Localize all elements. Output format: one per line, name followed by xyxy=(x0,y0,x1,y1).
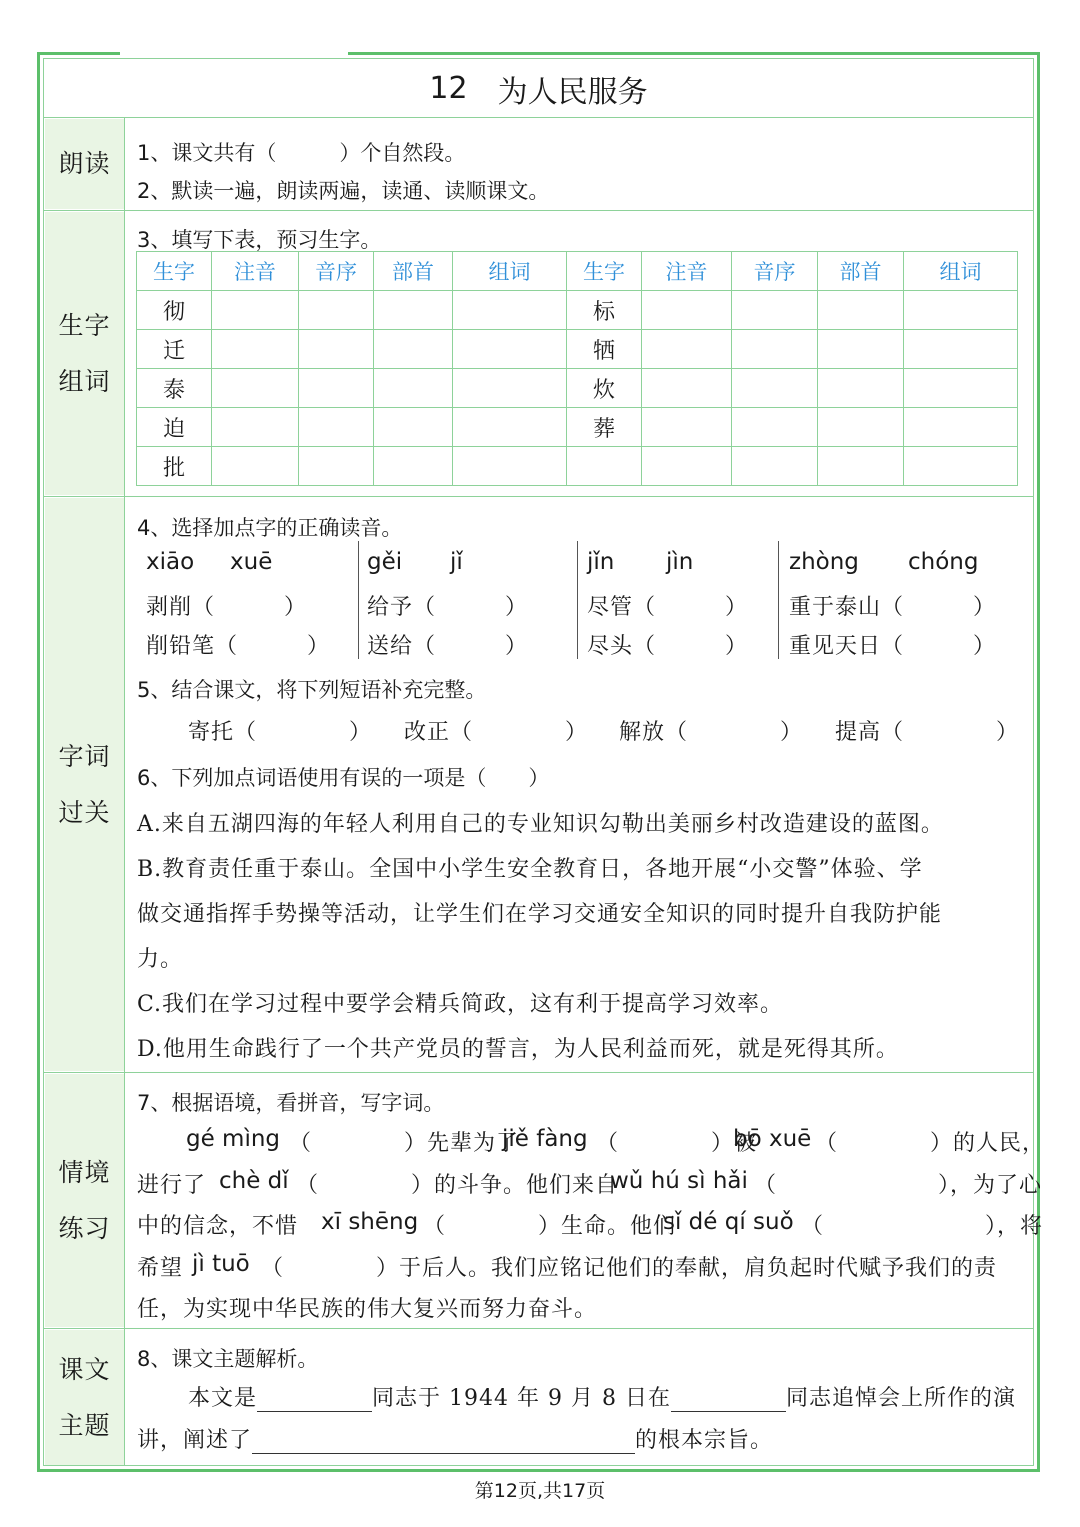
answer-cell[interactable] xyxy=(732,291,818,330)
char-table xyxy=(136,251,1018,486)
char-cell: 迁 xyxy=(137,330,212,369)
answer-cell[interactable] xyxy=(818,330,904,369)
header-cell: 部首 xyxy=(818,252,904,291)
answer-cell[interactable] xyxy=(453,291,567,330)
phrase-item: 改正（ ） xyxy=(404,720,589,745)
answer-cell[interactable] xyxy=(299,369,374,408)
table-row xyxy=(137,408,1018,447)
answer-cell[interactable] xyxy=(212,330,299,369)
char-cell: 葬 xyxy=(567,408,642,447)
answer-cell[interactable] xyxy=(299,447,374,486)
lesson-name: 为人民服务 xyxy=(497,74,648,110)
header-cell: 注音 xyxy=(212,252,299,291)
answer-cell[interactable] xyxy=(818,408,904,447)
answer-cell[interactable] xyxy=(212,369,299,408)
question-1: 1、课文共有（ ）个自然段。 xyxy=(137,141,466,165)
char-cell: 标 xyxy=(567,291,642,330)
question-8-title: 8、课文主题解析。 xyxy=(137,1347,319,1371)
answer-cell[interactable] xyxy=(732,408,818,447)
answer-cell[interactable] xyxy=(299,408,374,447)
theme-line-1: 本文是 同志于 1944 年 9 月 8 日在 同志追悼会上所作的演 xyxy=(188,1386,1016,1411)
option-a: A.来自五湖四海的年轻人利用自己的专业知识勾勒出美丽乡村改造建设的蓝图。 xyxy=(137,812,944,837)
option-b-line3: 力。 xyxy=(137,947,184,972)
answer-cell[interactable] xyxy=(642,447,732,486)
char-cell: 炊 xyxy=(567,369,642,408)
label-shengzi: 生字 组词 xyxy=(45,212,124,495)
phrase-item: 解放（ ） xyxy=(619,720,804,745)
char-cell: 牺 xyxy=(567,330,642,369)
label-zici: 字词 过关 xyxy=(45,498,124,1071)
theme-line-2: 讲，阐述了 的根本宗旨。 xyxy=(137,1428,774,1453)
header-cell: 音序 xyxy=(732,252,818,291)
blank-purpose[interactable] xyxy=(252,1428,635,1454)
question-7-title: 7、根据语境，看拼音，写字词。 xyxy=(137,1091,445,1115)
label-qingjing: 情境 练习 xyxy=(45,1074,124,1327)
answer-cell[interactable] xyxy=(642,291,732,330)
answer-cell[interactable] xyxy=(453,330,567,369)
answer-cell[interactable] xyxy=(374,447,453,486)
answer-cell[interactable] xyxy=(818,447,904,486)
table-row xyxy=(137,369,1018,408)
answer-cell[interactable] xyxy=(212,291,299,330)
answer-cell[interactable] xyxy=(642,408,732,447)
label-kewen: 课文 主题 xyxy=(45,1330,124,1465)
answer-cell[interactable] xyxy=(642,330,732,369)
header-cell: 生字 xyxy=(567,252,642,291)
page-footer: 第12页,共17页 xyxy=(474,1480,606,1502)
char-cell xyxy=(567,447,642,486)
question-2: 2、默读一遍，朗读两遍，读通、读顺课文。 xyxy=(137,179,550,203)
answer-cell[interactable] xyxy=(904,408,1018,447)
option-b-line2: 做交通指挥手势操等活动，让学生们在学习交通安全知识的同时提升自我防护能 xyxy=(137,902,943,927)
answer-cell[interactable] xyxy=(212,408,299,447)
option-d: D.他用生命践行了一个共产党员的誓言，为人民利益而死，就是死得其所。 xyxy=(137,1037,899,1062)
label-langdu: 朗读 xyxy=(45,119,124,209)
answer-cell[interactable] xyxy=(453,447,567,486)
header-cell: 组词 xyxy=(904,252,1018,291)
question-3: 3、填写下表，预习生字。 xyxy=(137,228,382,252)
question-4-title: 4、选择加点字的正确读音。 xyxy=(137,516,403,540)
char-cell: 彻 xyxy=(137,291,212,330)
answer-cell[interactable] xyxy=(818,291,904,330)
answer-cell[interactable] xyxy=(642,369,732,408)
answer-cell[interactable] xyxy=(818,369,904,408)
answer-cell[interactable] xyxy=(374,291,453,330)
header-cell: 生字 xyxy=(137,252,212,291)
blank-author[interactable] xyxy=(257,1386,372,1412)
phrase-item: 寄托（ ） xyxy=(188,720,373,745)
header-cell: 部首 xyxy=(374,252,453,291)
char-cell: 泰 xyxy=(137,369,212,408)
answer-cell[interactable] xyxy=(732,369,818,408)
answer-cell[interactable] xyxy=(904,369,1018,408)
question-5-title: 5、结合课文，将下列短语补充完整。 xyxy=(137,678,487,702)
char-cell: 迫 xyxy=(137,408,212,447)
table-row xyxy=(137,291,1018,330)
phrase-item: 提高（ ） xyxy=(835,720,1020,745)
answer-cell[interactable] xyxy=(212,447,299,486)
context-line-5: 任，为实现中华民族的伟大复兴而努力奋斗。 xyxy=(137,1297,598,1322)
answer-cell[interactable] xyxy=(453,408,567,447)
table-row xyxy=(137,447,1018,486)
answer-cell[interactable] xyxy=(904,447,1018,486)
header-cell: 音序 xyxy=(299,252,374,291)
lesson-number: 12 xyxy=(429,71,468,106)
answer-cell[interactable] xyxy=(732,447,818,486)
answer-cell[interactable] xyxy=(904,291,1018,330)
page-title xyxy=(45,60,1032,117)
answer-cell[interactable] xyxy=(904,330,1018,369)
option-b-line1: B.教育责任重于泰山。全国中小学生安全教育日，各地开展“小交警”体验、学 xyxy=(137,857,923,882)
table-header xyxy=(137,252,1018,291)
table-row xyxy=(137,330,1018,369)
blank-person[interactable] xyxy=(671,1386,786,1412)
answer-cell[interactable] xyxy=(732,330,818,369)
header-cell: 组词 xyxy=(453,252,567,291)
option-c: C.我们在学习过程中要学会精兵简政，这有利于提高学习效率。 xyxy=(137,992,784,1017)
answer-cell[interactable] xyxy=(374,369,453,408)
answer-cell[interactable] xyxy=(299,330,374,369)
header-cell: 注音 xyxy=(642,252,732,291)
answer-cell[interactable] xyxy=(453,369,567,408)
question-6-title: 6、下列加点词语使用有误的一项是（ ） xyxy=(137,766,550,790)
char-cell: 批 xyxy=(137,447,212,486)
answer-cell[interactable] xyxy=(299,291,374,330)
answer-cell[interactable] xyxy=(374,330,453,369)
answer-cell[interactable] xyxy=(374,408,453,447)
